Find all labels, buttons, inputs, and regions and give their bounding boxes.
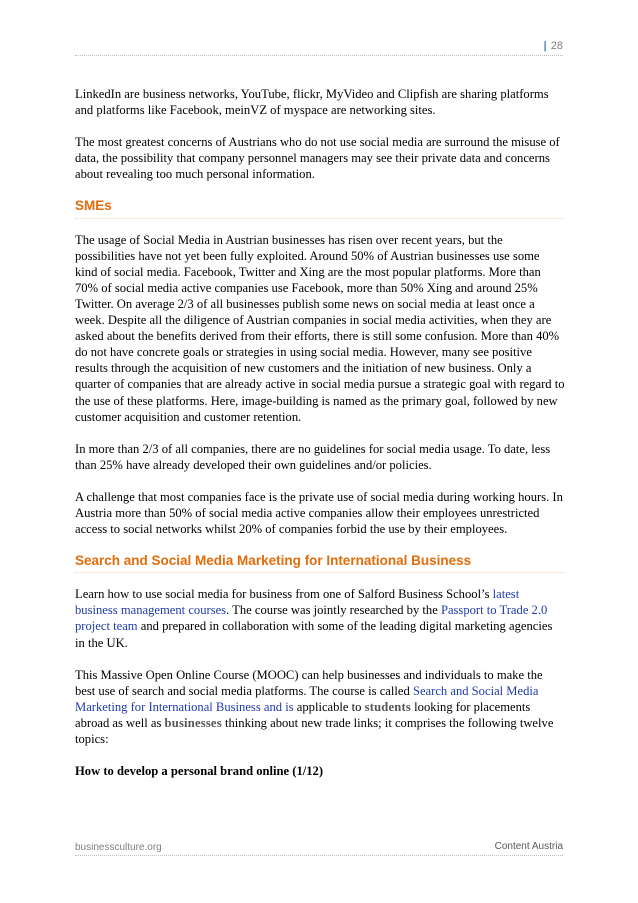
- smes-paragraph-2: In more than 2/3 of all companies, there are no guidelines for social media usage. To date, less than 25% have already developed their own guidelines and/or policies.: [75, 441, 551, 472]
- page-number-bar: |: [543, 40, 547, 52]
- footer-site: businessculture.org: [75, 842, 162, 853]
- search-paragraph-2: [75, 667, 565, 747]
- topic-title: How to develop a personal brand online (1/12): [75, 764, 324, 779]
- search-p1-text-b: . The course was jointly researched by the: [226, 603, 441, 618]
- intro-paragraph-2: The most greatest concerns of Austrians who do not use social media are surround the misuse of data, the possibility that company personnel managers may see their private data and concerns about revealing too much personal information.: [75, 135, 560, 182]
- header-divider: [75, 55, 563, 56]
- page-number-value: 28: [550, 40, 563, 52]
- latest-courses-link[interactable]: latest business management courses: [75, 587, 520, 618]
- page-body: [75, 86, 565, 795]
- smes-heading: SMEs: [75, 198, 565, 218]
- search-p2-text-b: applicable to: [293, 699, 365, 714]
- search-p2-text-c: looking for placements abroad as well as: [75, 699, 531, 730]
- search-heading: Search and Social Media Marketing for International Business: [75, 553, 565, 573]
- footer-section: Content Austria: [494, 841, 563, 852]
- businesses-emphasis: businesses: [164, 715, 222, 730]
- mooc-course-link[interactable]: Search and Social Media Marketing for International Business and is: [75, 683, 539, 714]
- search-p2-text-a: This Massive Open Online Course (MOOC) can help businesses and individuals to make the best use of search and social media platforms. The course is called: [75, 667, 543, 698]
- search-p2-text-d: thinking about new trade links; it comprises the following twelve topics:: [75, 715, 554, 746]
- students-emphasis: students: [364, 699, 412, 714]
- intro-paragraph-1: LinkedIn are business networks, YouTube, flickr, MyVideo and Clipfish are sharing platforms and platforms like Facebook, meinVZ of myspace are networking sites.: [75, 87, 549, 118]
- smes-paragraph-3: A challenge that most companies face is the private use of social media during working hours. In Austria more than 50% of social media active companies allow their employees unrestricted access to social networks whilst 20% of companies forbid the use by their employees.: [75, 489, 563, 537]
- passport-to-trade-link[interactable]: Passport to Trade 2.0 project team: [75, 603, 548, 634]
- smes-paragraph-1: The usage of Social Media in Austrian businesses has risen over recent years, but the possibilities have not yet been fully exploited. Around 50% of Austrian businesses use some kind of social media. Facebook, Twitter and Xing are the most popular platforms. More than 70% of social media active companies use Facebook, more than 50% Xing and around 25% Twitter. On average 2/3 of all businesses publish some news on social media at least once a week. Despite all the diligence of Austrian companies in social media activities, when they are asked about the benefits derived from their efforts, there is still some confusion. More than 40% do not have concrete goals or strategies in using social media. However, many see positive results through the acquisition of new customers and the initiation of new business. Only a quarter of companies that are already active in social media pursue a strategic goal with regard to the use of these platforms. Here, image-building is named as the primary goal, followed by new customer acquisition and customer retention.: [75, 232, 565, 424]
- search-p1-text-c: and prepared in collaboration with some of the leading digital marketing agencies in the UK.: [75, 619, 553, 650]
- page-number: [544, 40, 563, 52]
- search-paragraph-1: [75, 586, 565, 650]
- search-p1-text-a: Learn how to use social media for business from one of Salford Business School’s: [75, 587, 493, 602]
- footer-divider: [75, 855, 563, 856]
